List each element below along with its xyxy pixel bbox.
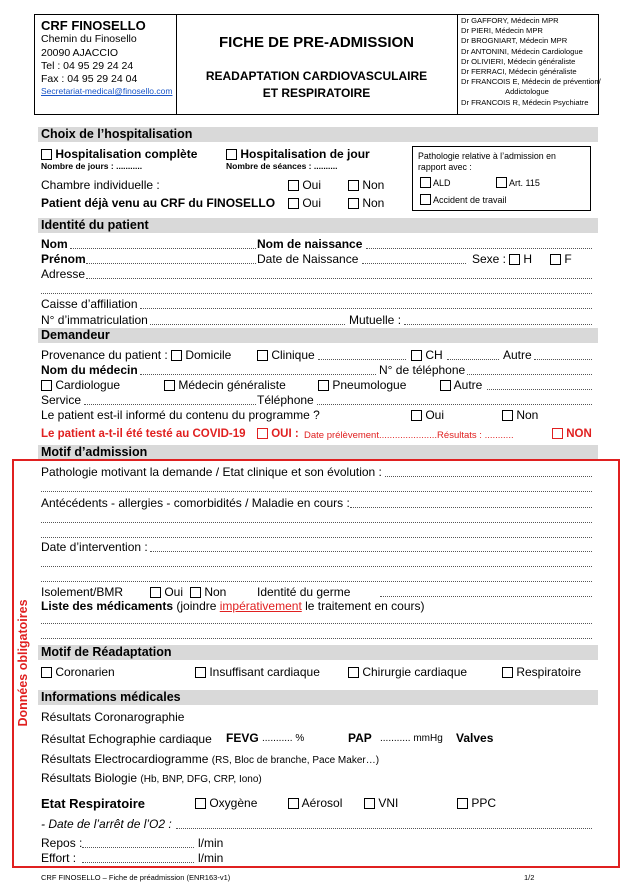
isolement-non-label: Non (204, 585, 227, 599)
nom-label: Nom (41, 237, 68, 251)
art115-option[interactable] (496, 177, 540, 188)
aerosol-checkbox[interactable] (288, 798, 299, 809)
generaliste-option[interactable] (164, 378, 286, 392)
sexe-h-option[interactable] (509, 252, 532, 266)
date-arret-o2-line[interactable] (176, 828, 592, 829)
org-tel: Tel : 04 95 29 24 24 (41, 60, 134, 72)
nom-naissance-label: Nom de naissance (257, 237, 363, 251)
ppc-label: PPC (471, 796, 497, 810)
telephone-medecin-line[interactable] (467, 374, 592, 375)
org-email-link[interactable]: Secretariat-medical@finosello.com (41, 86, 173, 96)
domicile-option[interactable] (171, 348, 231, 362)
pap-value[interactable]: ........... mmHg (380, 733, 443, 744)
autre-specialite-option[interactable] (440, 378, 482, 392)
date-intervention-line-1[interactable] (150, 551, 592, 552)
echographie-label: Résultat Echographie cardiaque (41, 732, 212, 746)
prenom-line[interactable] (86, 263, 256, 264)
caisse-label: Caisse d’affiliation (41, 297, 138, 311)
deja-venu-oui-label: Oui (302, 196, 322, 210)
ecg-title: Résultats Electrocardiogramme (41, 752, 209, 766)
telephone-service-label: Téléphone (257, 393, 314, 407)
informe-oui-checkbox[interactable] (411, 410, 422, 421)
biologie-detail: (Hb, BNP, DFG, CRP, Iono) (140, 774, 262, 785)
medicaments-traitement: le traitement en cours) (301, 599, 425, 613)
respiratoire-checkbox[interactable] (502, 667, 513, 678)
ch-line[interactable] (447, 359, 499, 360)
ppc-checkbox[interactable] (457, 798, 468, 809)
doctor-item: Dr FRANCOIS E, Médecin de prévention/ (461, 77, 601, 87)
effort-label: Effort : (41, 851, 77, 865)
generaliste-label: Médecin généraliste (178, 378, 286, 392)
antecedents-label: Antécédents - allergies - comorbidités / Maladie en cours : (41, 496, 350, 510)
provenance-label: Provenance du patient : (41, 348, 168, 362)
ald-checkbox[interactable] (420, 177, 431, 188)
date-intervention-label: Date d’intervention : (41, 540, 148, 554)
pap-label: PAP (348, 731, 372, 745)
domicile-checkbox[interactable] (171, 350, 182, 361)
date-arret-o2-label: - Date de l’arrêt de l’O2 : (41, 817, 172, 831)
medicaments-imperativement: impérativement (219, 599, 302, 613)
deja-venu-label: Patient déjà venu au CRF du FINOSELLO (41, 196, 276, 210)
repos-line[interactable] (82, 847, 194, 848)
chambre-non-label: Non (362, 178, 385, 192)
section-choix-hospitalisation: Choix de l’hospitalisation (38, 127, 598, 142)
form-subtitle-1: READAPTATION CARDIOVASCULAIRE (205, 69, 428, 83)
isolement-non-option[interactable] (190, 585, 226, 599)
nb-seances-field[interactable]: Nombre de séances : .......... (226, 161, 338, 171)
nom-medecin-label: Nom du médecin (41, 363, 138, 377)
org-address-2: 20090 AJACCIO (41, 47, 119, 59)
hosp-jour-checkbox[interactable] (226, 149, 237, 160)
date-naissance-label: Date de Naissance (257, 252, 359, 266)
sexe-f-label: F (564, 252, 572, 266)
antecedents-line-1[interactable] (350, 507, 592, 508)
pathologie-line-2[interactable] (41, 491, 592, 492)
etat-respiratoire-label: Etat Respiratoire (41, 796, 146, 811)
section-motif-readaptation: Motif de Réadaptation (38, 645, 598, 660)
art115-checkbox[interactable] (496, 177, 507, 188)
immatriculation-label: N° d’immatriculation (41, 313, 148, 327)
chirurgie-option[interactable] (348, 665, 467, 679)
covid-non-checkbox[interactable] (552, 428, 563, 439)
vni-option[interactable] (364, 796, 398, 810)
nom-naissance-line[interactable] (366, 248, 592, 249)
hosp-jour-option[interactable] (226, 147, 370, 161)
ch-checkbox[interactable] (411, 350, 422, 361)
pneumologue-option[interactable] (318, 378, 406, 392)
ecg-label (41, 752, 379, 766)
respiratoire-label: Respiratoire (516, 665, 582, 679)
repos-label: Repos : (41, 836, 83, 850)
generaliste-checkbox[interactable] (164, 380, 175, 391)
covid-oui-label: OUI : (271, 428, 299, 440)
immatriculation-line[interactable] (150, 324, 345, 325)
autre-specialite-line[interactable] (487, 389, 592, 390)
sexe-label: Sexe : (472, 252, 507, 266)
oxygene-option[interactable] (195, 796, 257, 810)
coronarien-label: Coronarien (55, 665, 115, 679)
adresse-line-2[interactable] (41, 293, 592, 294)
doctor-item: Dr FRANCOIS R, Médecin Psychiatre (461, 97, 589, 107)
section-informations-medicales: Informations médicales (38, 690, 598, 705)
cardiologue-checkbox[interactable] (41, 380, 52, 391)
respiratoire-option[interactable] (502, 665, 581, 679)
pathologie-line-1[interactable] (385, 476, 592, 477)
ch-option[interactable] (411, 348, 443, 362)
header-divider-2 (457, 14, 458, 115)
isolement-oui-checkbox[interactable] (150, 587, 161, 598)
repos-unit: l/min (198, 836, 224, 850)
doctor-item: Dr GAFFORY, Médecin MPR (461, 16, 559, 25)
org-address-1: Chemin du Finosello (41, 33, 137, 45)
autre-specialite-checkbox[interactable] (440, 380, 451, 391)
autre-provenance-line[interactable] (534, 359, 592, 360)
isolement-oui-label: Oui (164, 585, 184, 599)
biologie-label (41, 771, 262, 785)
ppc-option[interactable] (457, 796, 496, 810)
isolement-oui-option[interactable] (150, 585, 183, 599)
ald-option[interactable] (420, 177, 451, 188)
ch-label: CH (425, 348, 443, 362)
form-subtitle-2: ET RESPIRATOIRE (262, 86, 371, 100)
isolement-label: Isolement/BMR (41, 585, 124, 599)
date-intervention-line-2[interactable] (41, 566, 592, 567)
valves-label: Valves (456, 731, 494, 745)
section-motif-admission: Motif d’admission (38, 445, 598, 460)
informe-label: Le patient est-il informé du contenu du programme ? (41, 408, 320, 422)
clinique-line[interactable] (318, 359, 406, 360)
mutuelle-label: Mutuelle : (349, 313, 402, 327)
org-fax: Fax : 04 95 29 24 04 (41, 73, 138, 85)
art115-label: Art. 115 (509, 178, 540, 188)
nom-medecin-line[interactable] (140, 374, 376, 375)
fevg-label: FEVG (226, 731, 259, 745)
fevg-value[interactable]: ........... % (262, 733, 305, 744)
cardiologue-label: Cardiologue (55, 378, 121, 392)
pathologie-admission-title: Pathologie relative à l’admission en rapport avec : (418, 151, 556, 172)
chambre-label: Chambre individuelle : (41, 178, 160, 192)
telephone-service-line[interactable] (317, 404, 592, 405)
mandatory-data-label: Données obligatoires (16, 599, 30, 727)
covid-question: Le patient a-t-il été testé au COVID-19 (41, 428, 246, 440)
covid-non-label: NON (566, 428, 592, 440)
vni-label: VNI (378, 796, 399, 810)
deja-venu-non-checkbox[interactable] (348, 198, 359, 209)
pathologie-demande-label: Pathologie motivant la demande / Etat clinique et son évolution : (41, 465, 382, 479)
sexe-h-label: H (523, 252, 533, 266)
domicile-label: Domicile (185, 348, 232, 362)
aerosol-option[interactable] (288, 796, 342, 810)
section-demandeur: Demandeur (38, 328, 598, 343)
hosp-complete-checkbox[interactable] (41, 149, 52, 160)
cardiologue-option[interactable] (41, 378, 120, 392)
date-naissance-line[interactable] (362, 263, 466, 264)
clinique-label: Clinique (271, 348, 315, 362)
clinique-option[interactable] (257, 348, 315, 362)
accident-travail-checkbox[interactable] (420, 194, 431, 205)
hosp-complete-option[interactable] (41, 147, 197, 161)
form-title: FICHE DE PRE-ADMISSION (218, 34, 414, 51)
sexe-f-checkbox[interactable] (550, 254, 561, 265)
informe-non-checkbox[interactable] (502, 410, 513, 421)
nom-line[interactable] (70, 248, 256, 249)
caisse-line[interactable] (140, 308, 592, 309)
ecg-detail: (RS, Bloc de branche, Pace Maker…) (211, 755, 380, 766)
medicaments-label (41, 599, 425, 613)
aerosol-label: Aérosol (301, 796, 343, 810)
hosp-jour-label: Hospitalisation de jour (240, 147, 370, 161)
informe-non-option[interactable] (502, 408, 538, 422)
insuffisant-checkbox[interactable] (195, 667, 206, 678)
coronarographie-label: Résultats Coronarographie (41, 710, 185, 724)
telephone-medecin-label: N° de téléphone (379, 363, 466, 377)
adresse-line-1[interactable] (86, 278, 592, 279)
nb-jours-field[interactable]: Nombre de jours : ........... (41, 161, 143, 171)
doctor-item: Addictologue (505, 87, 549, 97)
covid-oui-checkbox[interactable] (257, 428, 268, 439)
covid-non-option[interactable] (552, 428, 592, 440)
chambre-non-option[interactable] (348, 178, 384, 192)
covid-date-resultats[interactable]: Date prélèvement......................Résultats : ........... (304, 430, 514, 441)
footer-page-number: 1/2 (524, 873, 535, 882)
chirurgie-checkbox[interactable] (348, 667, 359, 678)
pneumologue-label: Pneumologue (332, 378, 407, 392)
vni-checkbox[interactable] (364, 798, 375, 809)
chambre-oui-checkbox[interactable] (288, 180, 299, 191)
mutuelle-line[interactable] (404, 324, 592, 325)
antecedents-line-3[interactable] (41, 537, 592, 538)
effort-unit: l/min (198, 851, 224, 865)
doctor-item: Dr OLIVIERI, Médecin généraliste (461, 56, 576, 66)
date-intervention-line-3[interactable] (41, 581, 592, 582)
insuffisant-option[interactable] (195, 665, 320, 679)
org-name: CRF FINOSELLO (41, 18, 146, 33)
isolement-non-checkbox[interactable] (190, 587, 201, 598)
pneumologue-checkbox[interactable] (318, 380, 329, 391)
sexe-h-checkbox[interactable] (509, 254, 520, 265)
germe-line[interactable] (380, 596, 592, 597)
informe-oui-label: Oui (425, 408, 445, 422)
deja-venu-non-option[interactable] (348, 196, 384, 210)
medicaments-joindre: (joindre (173, 599, 220, 613)
doctor-item: Dr PIERI, Médecin MPR (461, 26, 543, 36)
effort-line[interactable] (82, 862, 194, 863)
hosp-complete-label: Hospitalisation complète (55, 147, 198, 161)
accident-travail-option[interactable] (420, 194, 507, 205)
biologie-title: Résultats Biologie (41, 771, 138, 785)
oxygene-checkbox[interactable] (195, 798, 206, 809)
ald-label: ALD (433, 178, 451, 188)
doctor-item: Dr FERRACI, Médecin généraliste (461, 67, 577, 77)
chambre-non-checkbox[interactable] (348, 180, 359, 191)
deja-venu-non-label: Non (362, 196, 385, 210)
deja-venu-oui-checkbox[interactable] (288, 198, 299, 209)
covid-oui-option[interactable] (257, 428, 299, 440)
doctor-item: Dr BROGNIART, Médecin MPR (461, 36, 568, 46)
sexe-f-option[interactable] (550, 252, 572, 266)
adresse-label: Adresse (41, 267, 86, 281)
service-line[interactable] (84, 404, 256, 405)
coronarien-option[interactable] (41, 665, 115, 679)
chirurgie-label: Chirurgie cardiaque (362, 665, 468, 679)
deja-venu-oui-option[interactable] (288, 196, 321, 210)
medicaments-line-1[interactable] (41, 623, 592, 624)
insuffisant-label: Insuffisant cardiaque (209, 665, 320, 679)
prenom-label: Prénom (41, 252, 86, 266)
antecedents-line-2[interactable] (41, 522, 592, 523)
coronarien-checkbox[interactable] (41, 667, 52, 678)
doctor-list (461, 16, 601, 108)
service-label: Service (41, 393, 82, 407)
accident-travail-label: Accident de travail (433, 195, 507, 205)
clinique-checkbox[interactable] (257, 350, 268, 361)
section-identite: Identité du patient (38, 218, 598, 233)
footer-reference: CRF FINOSELLO – Fiche de préadmission (ENR163-v1) (41, 873, 231, 882)
oxygene-label: Oxygène (209, 796, 258, 810)
autre-specialite-label: Autre (453, 378, 483, 392)
medicaments-title: Liste des médicaments (41, 599, 174, 613)
germe-label: Identité du germe (257, 585, 351, 599)
chambre-oui-label: Oui (302, 178, 322, 192)
medicaments-line-2[interactable] (41, 638, 592, 639)
doctor-item: Dr ANTONINI, Médecin Cardiologue (461, 46, 583, 56)
chambre-oui-option[interactable] (288, 178, 321, 192)
informe-non-label: Non (516, 408, 539, 422)
informe-oui-option[interactable] (411, 408, 444, 422)
autre-provenance-label: Autre (503, 348, 532, 362)
